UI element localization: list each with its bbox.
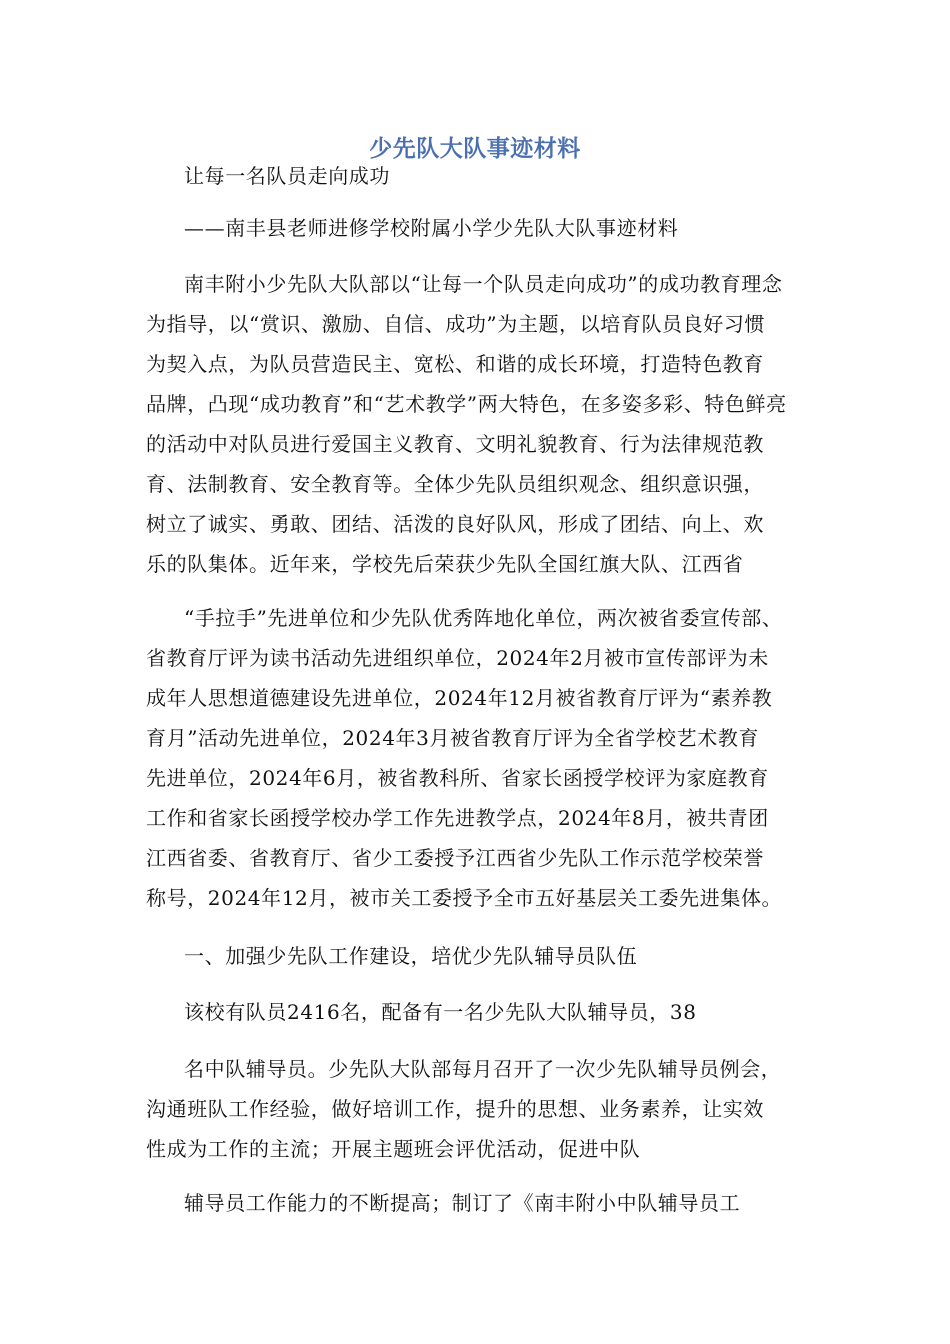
paragraph-line: 称号，2024年12月，被市关工委授予全市五好基层关工委先进集体。	[146, 886, 783, 910]
paragraph-line: 育月”活动先进单位，2024年3月被省教育厅评为全省学校艺术教育	[146, 726, 760, 750]
paragraph-line: 辅导员工作能力的不断提高；制订了《南丰附小中队辅导员工	[184, 1191, 741, 1215]
section-heading: 一、加强少先队工作建设，培优少先队辅导员队伍	[184, 944, 638, 968]
paragraph-line: 江西省委、省教育厅、省少工委授予江西省少先队工作示范学校荣誉	[146, 846, 764, 870]
paragraph-line: 为指导，以“赏识、激励、自信、成功”为主题，以培育队员良好习惯	[146, 312, 766, 336]
paragraph-line: 名中队辅导员。少先队大队部每月召开了一次少先队辅导员例会，	[184, 1057, 782, 1081]
document-title: 少先队大队事迹材料	[369, 136, 581, 162]
paragraph-line: 成年人思想道德建设先进单位，2024年12月被省教育厅评为“素养教	[146, 686, 773, 710]
paragraph-line: 的活动中对队员进行爱国主义教育、文明礼貌教育、行为法律规范教	[146, 432, 764, 456]
paragraph-line: 乐的队集体。近年来，学校先后荣获少先队全国红旗大队、江西省	[146, 552, 744, 576]
paragraph-line: 品牌，凸现“成功教育”和“艺术教学”两大特色，在多姿多彩、特色鲜亮	[146, 392, 787, 416]
paragraph-line: 南丰附小少先队大队部以“让每一个队员走向成功”的成功教育理念	[184, 272, 783, 296]
paragraph-line: 沟通班队工作经验，做好培训工作，提升的思想、业务素养，让实效	[146, 1097, 764, 1121]
document-subheading: ——南丰县老师进修学校附属小学少先队大队事迹材料	[184, 216, 679, 240]
paragraph-line: 先进单位，2024年6月，被省教科所、省家长函授学校评为家庭教育	[146, 766, 769, 790]
paragraph-line: 性成为工作的主流；开展主题班会评优活动，促进中队	[146, 1137, 641, 1161]
paragraph-line: “手拉手”先进单位和少先队优秀阵地化单位，两次被省委宣传部、	[184, 606, 783, 630]
paragraph-line: 育、法制教育、安全教育等。全体少先队员组织观念、组织意识强，	[146, 472, 764, 496]
paragraph-line: 省教育厅评为读书活动先进组织单位，2024年2月被市宣传部评为未	[146, 646, 769, 670]
paragraph-line: 该校有队员2416名，配备有一名少先队大队辅导员，38	[184, 1000, 697, 1024]
document-subtitle: 让每一名队员走向成功	[184, 164, 390, 188]
paragraph-line: 为契入点，为队员营造民主、宽松、和谐的成长环境，打造特色教育	[146, 352, 764, 376]
paragraph-line: 树立了诚实、勇敢、团结、活泼的良好队风，形成了团结、向上、欢	[146, 512, 764, 536]
paragraph-line: 工作和省家长函授学校办学工作先进教学点，2024年8月，被共青团	[146, 806, 769, 830]
